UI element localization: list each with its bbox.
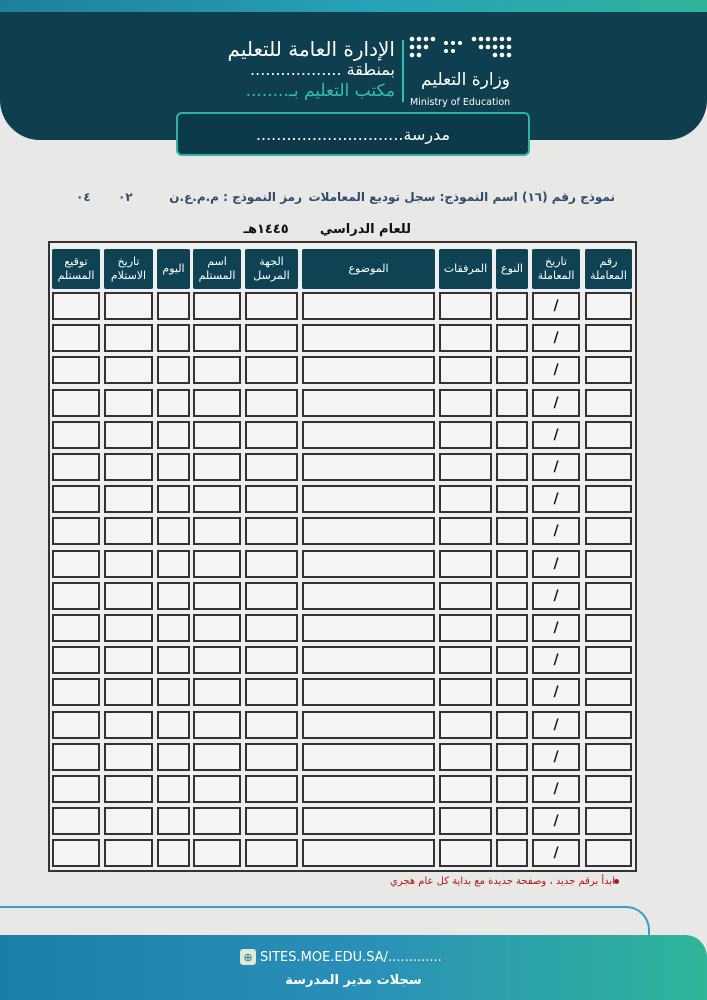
date-cell[interactable]: / <box>532 356 580 384</box>
table-cell[interactable] <box>585 517 632 545</box>
date-cell[interactable]: / <box>532 711 580 739</box>
table-cell[interactable] <box>496 453 528 481</box>
table-cell[interactable] <box>157 807 190 835</box>
table-cell[interactable] <box>585 646 632 674</box>
table-cell[interactable] <box>245 292 298 320</box>
table-cell[interactable] <box>245 324 298 352</box>
table-cell[interactable] <box>496 389 528 417</box>
table-cell[interactable] <box>302 324 435 352</box>
table-cell[interactable] <box>302 614 435 642</box>
table-cell[interactable] <box>439 324 492 352</box>
directorate-title: الإدارة العامة للتعليم <box>227 37 395 61</box>
table-cell[interactable] <box>439 421 492 449</box>
date-cell[interactable]: / <box>532 678 580 706</box>
table-cell[interactable] <box>52 421 100 449</box>
date-cell[interactable]: / <box>532 582 580 610</box>
table-cell[interactable] <box>157 582 190 610</box>
table-cell[interactable] <box>585 711 632 739</box>
table-cell[interactable] <box>439 743 492 771</box>
table-cell[interactable] <box>245 743 298 771</box>
table-cell[interactable] <box>245 485 298 513</box>
table-cell[interactable] <box>193 389 241 417</box>
table-cell[interactable] <box>157 292 190 320</box>
table-cell[interactable] <box>104 646 153 674</box>
table-cell[interactable] <box>302 389 435 417</box>
table-cell[interactable] <box>104 324 153 352</box>
table-cell[interactable] <box>439 839 492 867</box>
table-cell[interactable] <box>193 453 241 481</box>
table-cell[interactable] <box>496 711 528 739</box>
table-cell[interactable] <box>52 614 100 642</box>
table-cell[interactable] <box>52 356 100 384</box>
date-cell[interactable]: / <box>532 292 580 320</box>
column-header: توقيع المستلم <box>52 249 100 289</box>
table-cell[interactable] <box>496 614 528 642</box>
site-link[interactable] <box>240 949 442 965</box>
table-cell[interactable] <box>104 775 153 803</box>
table-cell[interactable] <box>302 356 435 384</box>
table-cell[interactable] <box>104 711 153 739</box>
table-cell[interactable] <box>193 743 241 771</box>
table-cell[interactable] <box>157 550 190 578</box>
instruction-note: ابدأ برقم جديد ، وصفحة جديدة مع بداية كل عام هجري <box>390 876 615 887</box>
table-cell[interactable] <box>302 807 435 835</box>
table-cell[interactable] <box>104 356 153 384</box>
table-cell[interactable] <box>52 550 100 578</box>
globe-icon: ⊕ <box>240 949 256 965</box>
table-cell[interactable] <box>157 646 190 674</box>
column-header: النوع <box>496 249 528 289</box>
column-header: رقم المعاملة <box>585 249 632 289</box>
table-cell[interactable] <box>245 711 298 739</box>
table-cell[interactable] <box>439 775 492 803</box>
table-cell[interactable] <box>157 453 190 481</box>
table-cell[interactable] <box>496 582 528 610</box>
directorate-text <box>228 38 395 102</box>
table-cell[interactable] <box>104 550 153 578</box>
table-cell[interactable] <box>245 389 298 417</box>
table-cell[interactable] <box>302 775 435 803</box>
table-cell[interactable] <box>439 614 492 642</box>
table-cell[interactable] <box>104 517 153 545</box>
date-cell[interactable]: / <box>532 839 580 867</box>
table-cell[interactable] <box>585 324 632 352</box>
table-cell[interactable] <box>302 485 435 513</box>
date-cell[interactable]: / <box>532 743 580 771</box>
table-cell[interactable] <box>496 743 528 771</box>
column-header: الجهة المرسل <box>245 249 298 289</box>
table-cell[interactable] <box>439 582 492 610</box>
table-cell[interactable] <box>496 356 528 384</box>
table-cell[interactable] <box>193 646 241 674</box>
table-cell[interactable] <box>245 356 298 384</box>
table-cell[interactable] <box>245 614 298 642</box>
date-cell[interactable]: / <box>532 807 580 835</box>
table-cell[interactable] <box>585 453 632 481</box>
table-cell[interactable] <box>193 839 241 867</box>
table-cell[interactable] <box>585 582 632 610</box>
table-cell[interactable] <box>496 550 528 578</box>
table-cell[interactable] <box>439 807 492 835</box>
table-cell[interactable] <box>52 324 100 352</box>
table-cell[interactable] <box>496 775 528 803</box>
table-cell[interactable] <box>104 485 153 513</box>
logo-dots-icon <box>408 34 512 64</box>
table-cell[interactable] <box>52 389 100 417</box>
table-cell[interactable] <box>585 485 632 513</box>
table-cell[interactable] <box>245 678 298 706</box>
table-cell[interactable] <box>245 517 298 545</box>
date-cell[interactable]: / <box>532 421 580 449</box>
date-cell[interactable]: / <box>532 646 580 674</box>
table-cell[interactable] <box>245 582 298 610</box>
page-footer <box>0 935 707 1000</box>
table-cell[interactable] <box>302 743 435 771</box>
region-line: بمنطقة .................. <box>250 60 395 79</box>
table-cell[interactable] <box>302 678 435 706</box>
year-label: للعام الدراسي <box>319 222 411 237</box>
table-cell[interactable] <box>496 292 528 320</box>
table-cell[interactable] <box>157 356 190 384</box>
table-cell[interactable] <box>52 292 100 320</box>
year-value: ١٤٤٥هـ <box>243 222 289 237</box>
table-cell[interactable] <box>439 292 492 320</box>
date-cell[interactable]: / <box>532 485 580 513</box>
date-cell[interactable]: / <box>532 324 580 352</box>
table-cell[interactable] <box>104 743 153 771</box>
table-cell[interactable] <box>439 389 492 417</box>
table-cell[interactable] <box>104 807 153 835</box>
column-header: اليوم <box>157 249 190 289</box>
table-cell[interactable] <box>439 678 492 706</box>
table-cell[interactable] <box>496 646 528 674</box>
table-cell[interactable] <box>496 485 528 513</box>
form-code-number-1: ٠٢ <box>118 190 133 204</box>
table-cell[interactable] <box>585 356 632 384</box>
date-cell[interactable]: / <box>532 389 580 417</box>
column-header: اسم المستلم <box>193 249 241 289</box>
table-cell[interactable] <box>439 517 492 545</box>
table-cell[interactable] <box>496 421 528 449</box>
table-cell[interactable] <box>439 453 492 481</box>
table-cell[interactable] <box>245 807 298 835</box>
table-cell[interactable] <box>193 614 241 642</box>
table-cell[interactable] <box>245 775 298 803</box>
table-cell[interactable] <box>52 807 100 835</box>
table-cell[interactable] <box>193 775 241 803</box>
table-cell[interactable] <box>302 453 435 481</box>
date-cell[interactable]: / <box>532 775 580 803</box>
table-cell[interactable] <box>157 421 190 449</box>
table-cell[interactable] <box>585 550 632 578</box>
table-cell[interactable] <box>245 839 298 867</box>
table-cell[interactable] <box>585 292 632 320</box>
table-cell[interactable] <box>52 453 100 481</box>
table-cell[interactable] <box>104 839 153 867</box>
header-divider <box>402 40 404 102</box>
column-header: تاريخ الاستلام <box>104 249 153 289</box>
table-cell[interactable] <box>104 614 153 642</box>
table-cell[interactable] <box>157 839 190 867</box>
table-cell[interactable] <box>496 324 528 352</box>
site-url: SITES.MOE.EDU.SA/............. <box>260 949 442 965</box>
header-accent-bar <box>0 0 707 12</box>
table-cell[interactable] <box>157 775 190 803</box>
school-name: مدرسة............................. <box>255 124 451 144</box>
logo-english-text: Ministry of Education <box>410 97 511 108</box>
table-cell[interactable] <box>439 485 492 513</box>
logo-arabic-text: وزارة التعليم <box>421 70 510 90</box>
table-cell[interactable] <box>302 582 435 610</box>
ministry-logo <box>408 34 512 114</box>
table-cell[interactable] <box>302 421 435 449</box>
table-cell[interactable] <box>157 389 190 417</box>
form-name: نموذج رقم (١٦) اسم النموذج: سجل توديع المعاملات <box>308 190 615 204</box>
table-cell[interactable] <box>302 839 435 867</box>
school-name-box <box>176 112 530 156</box>
table-cell[interactable] <box>193 582 241 610</box>
table-cell[interactable] <box>157 711 190 739</box>
table-cell[interactable] <box>157 517 190 545</box>
column-header: تاريخ المعاملة <box>532 249 580 289</box>
table-cell[interactable] <box>439 711 492 739</box>
table-cell[interactable] <box>193 485 241 513</box>
table-cell[interactable] <box>245 421 298 449</box>
table-cell[interactable] <box>585 678 632 706</box>
academic-year <box>244 222 411 237</box>
table-cell[interactable] <box>193 807 241 835</box>
column-header: الموضوع <box>302 249 435 289</box>
form-code-label: رمز النموذج : م.م.ع.ن <box>169 190 302 204</box>
table-cell[interactable] <box>193 324 241 352</box>
table-cell[interactable] <box>52 678 100 706</box>
table-cell[interactable] <box>104 678 153 706</box>
table-cell[interactable] <box>585 614 632 642</box>
table-cell[interactable] <box>193 292 241 320</box>
table-cell[interactable] <box>585 421 632 449</box>
table-cell[interactable] <box>52 743 100 771</box>
date-cell[interactable]: / <box>532 550 580 578</box>
table-cell[interactable] <box>193 678 241 706</box>
table-cell[interactable] <box>585 807 632 835</box>
transactions-table <box>48 241 637 872</box>
table-cell[interactable] <box>496 517 528 545</box>
column-header: المرفقات <box>439 249 492 289</box>
table-cell[interactable] <box>52 517 100 545</box>
table-cell[interactable] <box>439 550 492 578</box>
table-cell[interactable] <box>193 711 241 739</box>
table-cell[interactable] <box>439 646 492 674</box>
table-cell[interactable] <box>585 839 632 867</box>
table-cell[interactable] <box>157 485 190 513</box>
table-cell[interactable] <box>439 356 492 384</box>
table-cell[interactable] <box>496 678 528 706</box>
table-cell[interactable] <box>585 775 632 803</box>
table-cell[interactable] <box>193 356 241 384</box>
table-cell[interactable] <box>52 839 100 867</box>
date-cell[interactable]: / <box>532 614 580 642</box>
table-cell[interactable] <box>104 421 153 449</box>
table-cell[interactable] <box>193 550 241 578</box>
table-cell[interactable] <box>193 421 241 449</box>
table-cell[interactable] <box>52 646 100 674</box>
table-cell[interactable] <box>104 582 153 610</box>
table-cell[interactable] <box>585 743 632 771</box>
table-cell[interactable] <box>302 292 435 320</box>
table-cell[interactable] <box>52 582 100 610</box>
table-cell[interactable] <box>245 646 298 674</box>
table-cell[interactable] <box>157 678 190 706</box>
date-cell[interactable]: / <box>532 453 580 481</box>
table-cell[interactable] <box>302 646 435 674</box>
table-cell[interactable] <box>157 614 190 642</box>
office-line: مكتب التعليم بـ........ <box>245 81 395 101</box>
table-cell[interactable] <box>104 292 153 320</box>
table-cell[interactable] <box>157 324 190 352</box>
table-cell[interactable] <box>104 389 153 417</box>
form-code-number-2: ٠٤ <box>76 190 91 204</box>
table-cell[interactable] <box>496 839 528 867</box>
table-cell[interactable] <box>245 550 298 578</box>
table-cell[interactable] <box>245 453 298 481</box>
table-cell[interactable] <box>157 743 190 771</box>
table-cell[interactable] <box>104 453 153 481</box>
table-cell[interactable] <box>193 517 241 545</box>
table-cell[interactable] <box>52 775 100 803</box>
table-cell[interactable] <box>496 807 528 835</box>
table-cell[interactable] <box>302 550 435 578</box>
table-cell[interactable] <box>302 711 435 739</box>
table-cell[interactable] <box>585 389 632 417</box>
table-cell[interactable] <box>52 485 100 513</box>
records-title: سجلات مدير المدرسة <box>285 973 422 988</box>
table-cell[interactable] <box>302 517 435 545</box>
date-cell[interactable]: / <box>532 517 580 545</box>
table-cell[interactable] <box>52 711 100 739</box>
